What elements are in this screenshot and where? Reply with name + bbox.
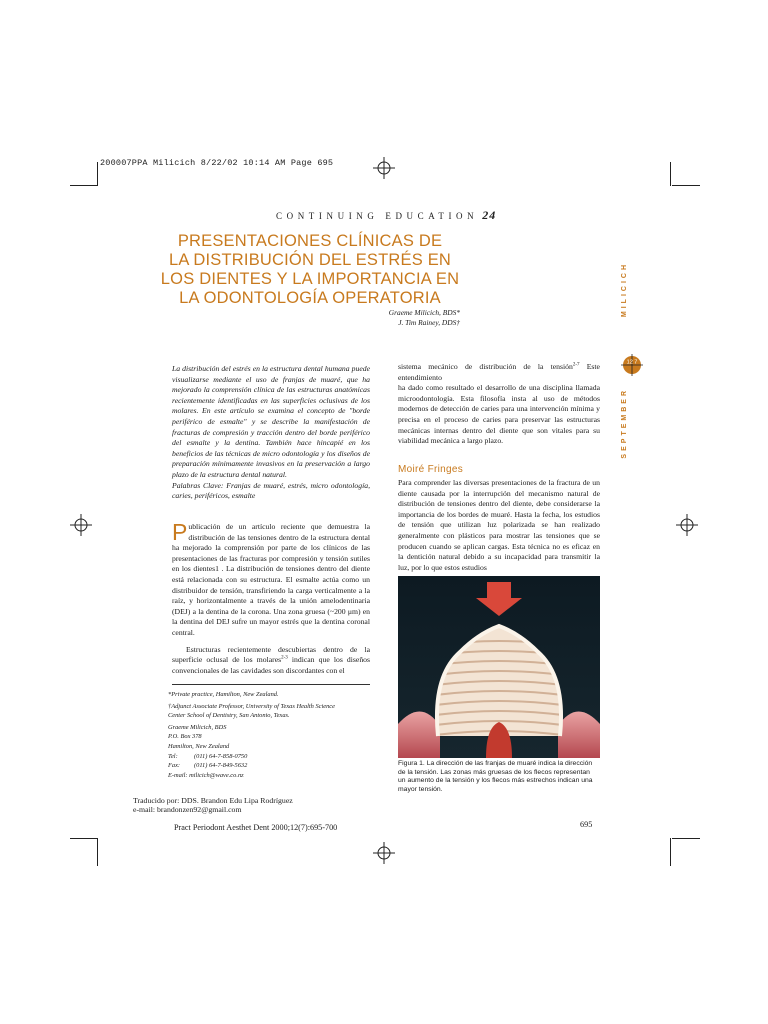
abstract-text: La distribución del estrés en la estructura dental humana puede visualizarse mediante el uso de franjas de muaré, que ha mejorado la comprensión clínica de las estructuras anatómicas recientemente identificadas en las superficies oclusivas de los molares. En este artículo se examina el concepto de "borde periférico de esmalte" y se describe la manifestación de fracturas de compresión y tracción dentro del borde periférico del esmalte y la dentina. También hace hincapié en los beneficios de las técnicas de micro odontología y los diseños de preparación mínimamente invasivos en la preservación a largo plazo de la estructura dental natural. [172,364,370,479]
abstract [172,364,370,502]
body-paragraph: Para comprender las diversas presentaciones de la fractura de un diente causada por la interrupción del mecanismo natural de distribución de tensiones dentro del diente, debe considerarse la importancia de los bordes de muaré. Hasta la fecha, los estudios de tensión que utilizan luz polarizada se han realizado generalmente con plásticos para mostrar las tensiones que se producen cuando se aplican cargas. Esta técnica no es eficaz en la dentición natural debido a su incapacidad para transmitir la luz, por lo que estos estudios [398,478,600,572]
author-list [300,308,460,328]
footnotes [168,690,378,780]
figure-caption: Figura 1. La dirección de las franjas de muaré indica la dirección de la tensión. Las zonas más gruesas de los flecos representan un aumento de la tensión y los flecos más estrechos indican una mayor tensión. [398,760,593,793]
registration-mark-top [373,157,395,179]
body-paragraph: sistema mecánico de distribución de la tensión$^{2-7}$ Este entendimiento [398,362,600,382]
footnote: †Adjunct Associate Professor, University of Texas Health Science [168,702,335,710]
journal-citation: Pract Periodont Aesthet Dent 2000;12(7):695-700 [174,823,338,832]
contact-fax: Fax: (011) 64-7-849-5632 [168,762,248,770]
issue-badge-text: 12 7 [626,359,638,366]
section-header [276,208,496,223]
slug-line: 200007PPA Milicich 8/22/02 10:14 AM Page 695 [100,158,334,168]
body-paragraph: ha dado como resultado el desarrollo de una disciplina llamada microodontología. Esta filosofía insta al uso de métodos modernos de detección de caries para una intervención mínima y precisa en el proceso de caries para preservar las estructuras mecánicas internas dentro del diente que son vitales para su viabilidad mecánica a largo plazo. [398,383,600,446]
body-right-column-2 [398,478,600,573]
title-line: PRESENTACIONES CLÍNICAS DE [177,232,443,250]
body-paragraph: Publicación de un artículo reciente que demuestra la distribución de las tensiones dentro de la estructura dental ha mejorado la comprensión por parte de los clínicos de las presentaciones de las fracturas por compresión y tensión sutiles en los dientes1 . La distribución de tensiones dentro del diente está relacionada con su estructura. El esmalte actúa como un distribuidor de tensión, transfiriendo la carga verticalmente a la raíz, y horizontalmente a través de la unión amelodentinaria (DEJ) a la dentina de la corona. Una zona gruesa (~200 μm) en la dentina del DEJ sufre un mayor estrés que la dentina coronal central. [172,519,370,637]
section-number: 24 [482,208,497,222]
author-name: J. Tim Rainey, DDS† [398,318,460,327]
issue-badge-icon [621,354,643,376]
translator-credit [133,796,293,815]
address-line: Graeme Milicich, BDS [168,723,227,731]
author-name: Graeme Milicich, BDS* [388,308,460,317]
side-month-tag: SEPTEMBER [621,388,628,459]
drop-cap: P [172,519,188,545]
contact-email: E-mail: milicich@wave.co.nz [168,771,244,779]
footnote-divider [172,684,370,685]
side-author-tag: MILICICH [621,262,628,318]
address-line: P.O. Box 378 [168,733,202,741]
footnote: Center School of Dentistry, San Antonio, Texas. [168,712,290,720]
tooth-moire-figure [398,576,600,758]
body-left-column [172,519,370,676]
section-subheading: Moiré Fringes [398,464,464,475]
registration-mark-left [70,514,92,536]
registration-mark-right [676,514,698,536]
page-number: 695 [580,820,593,829]
registration-mark-bottom [373,842,395,864]
title-line: LA DISTRIBUCIÓN DEL ESTRÉS EN [168,251,452,269]
address-line: Hamilton, New Zealand [168,742,230,750]
title-line: LA ODONTOLOGÍA OPERATORIA [179,289,441,307]
contact-tel: Tel: (011) 64-7-858-0750 [168,752,248,760]
title-line: LOS DIENTES Y LA IMPORTANCIA EN [160,270,460,288]
body-paragraph: Estructuras recientemente descubiertas dentro de la superficie oclusal de los molares$^{2-3}$ indican que los diseños convencionales de las cavidades son discordantes con el [172,644,370,675]
keywords: Palabras Clave: Franjas de muaré, estrés, micro odontología, caries, periféricos, esmalte [172,480,370,501]
body-right-column [398,362,600,447]
translator-email: e-mail: brandonzen92@gmail.com [133,805,242,815]
footnote: *Private practice, Hamilton, New Zealand. [168,691,279,698]
section-name: CONTINUING EDUCATION [276,211,479,221]
translator-name: Traducido por: DDS. Brandon Edu Lipa Rodríguez [133,796,293,805]
article-title [150,232,470,308]
